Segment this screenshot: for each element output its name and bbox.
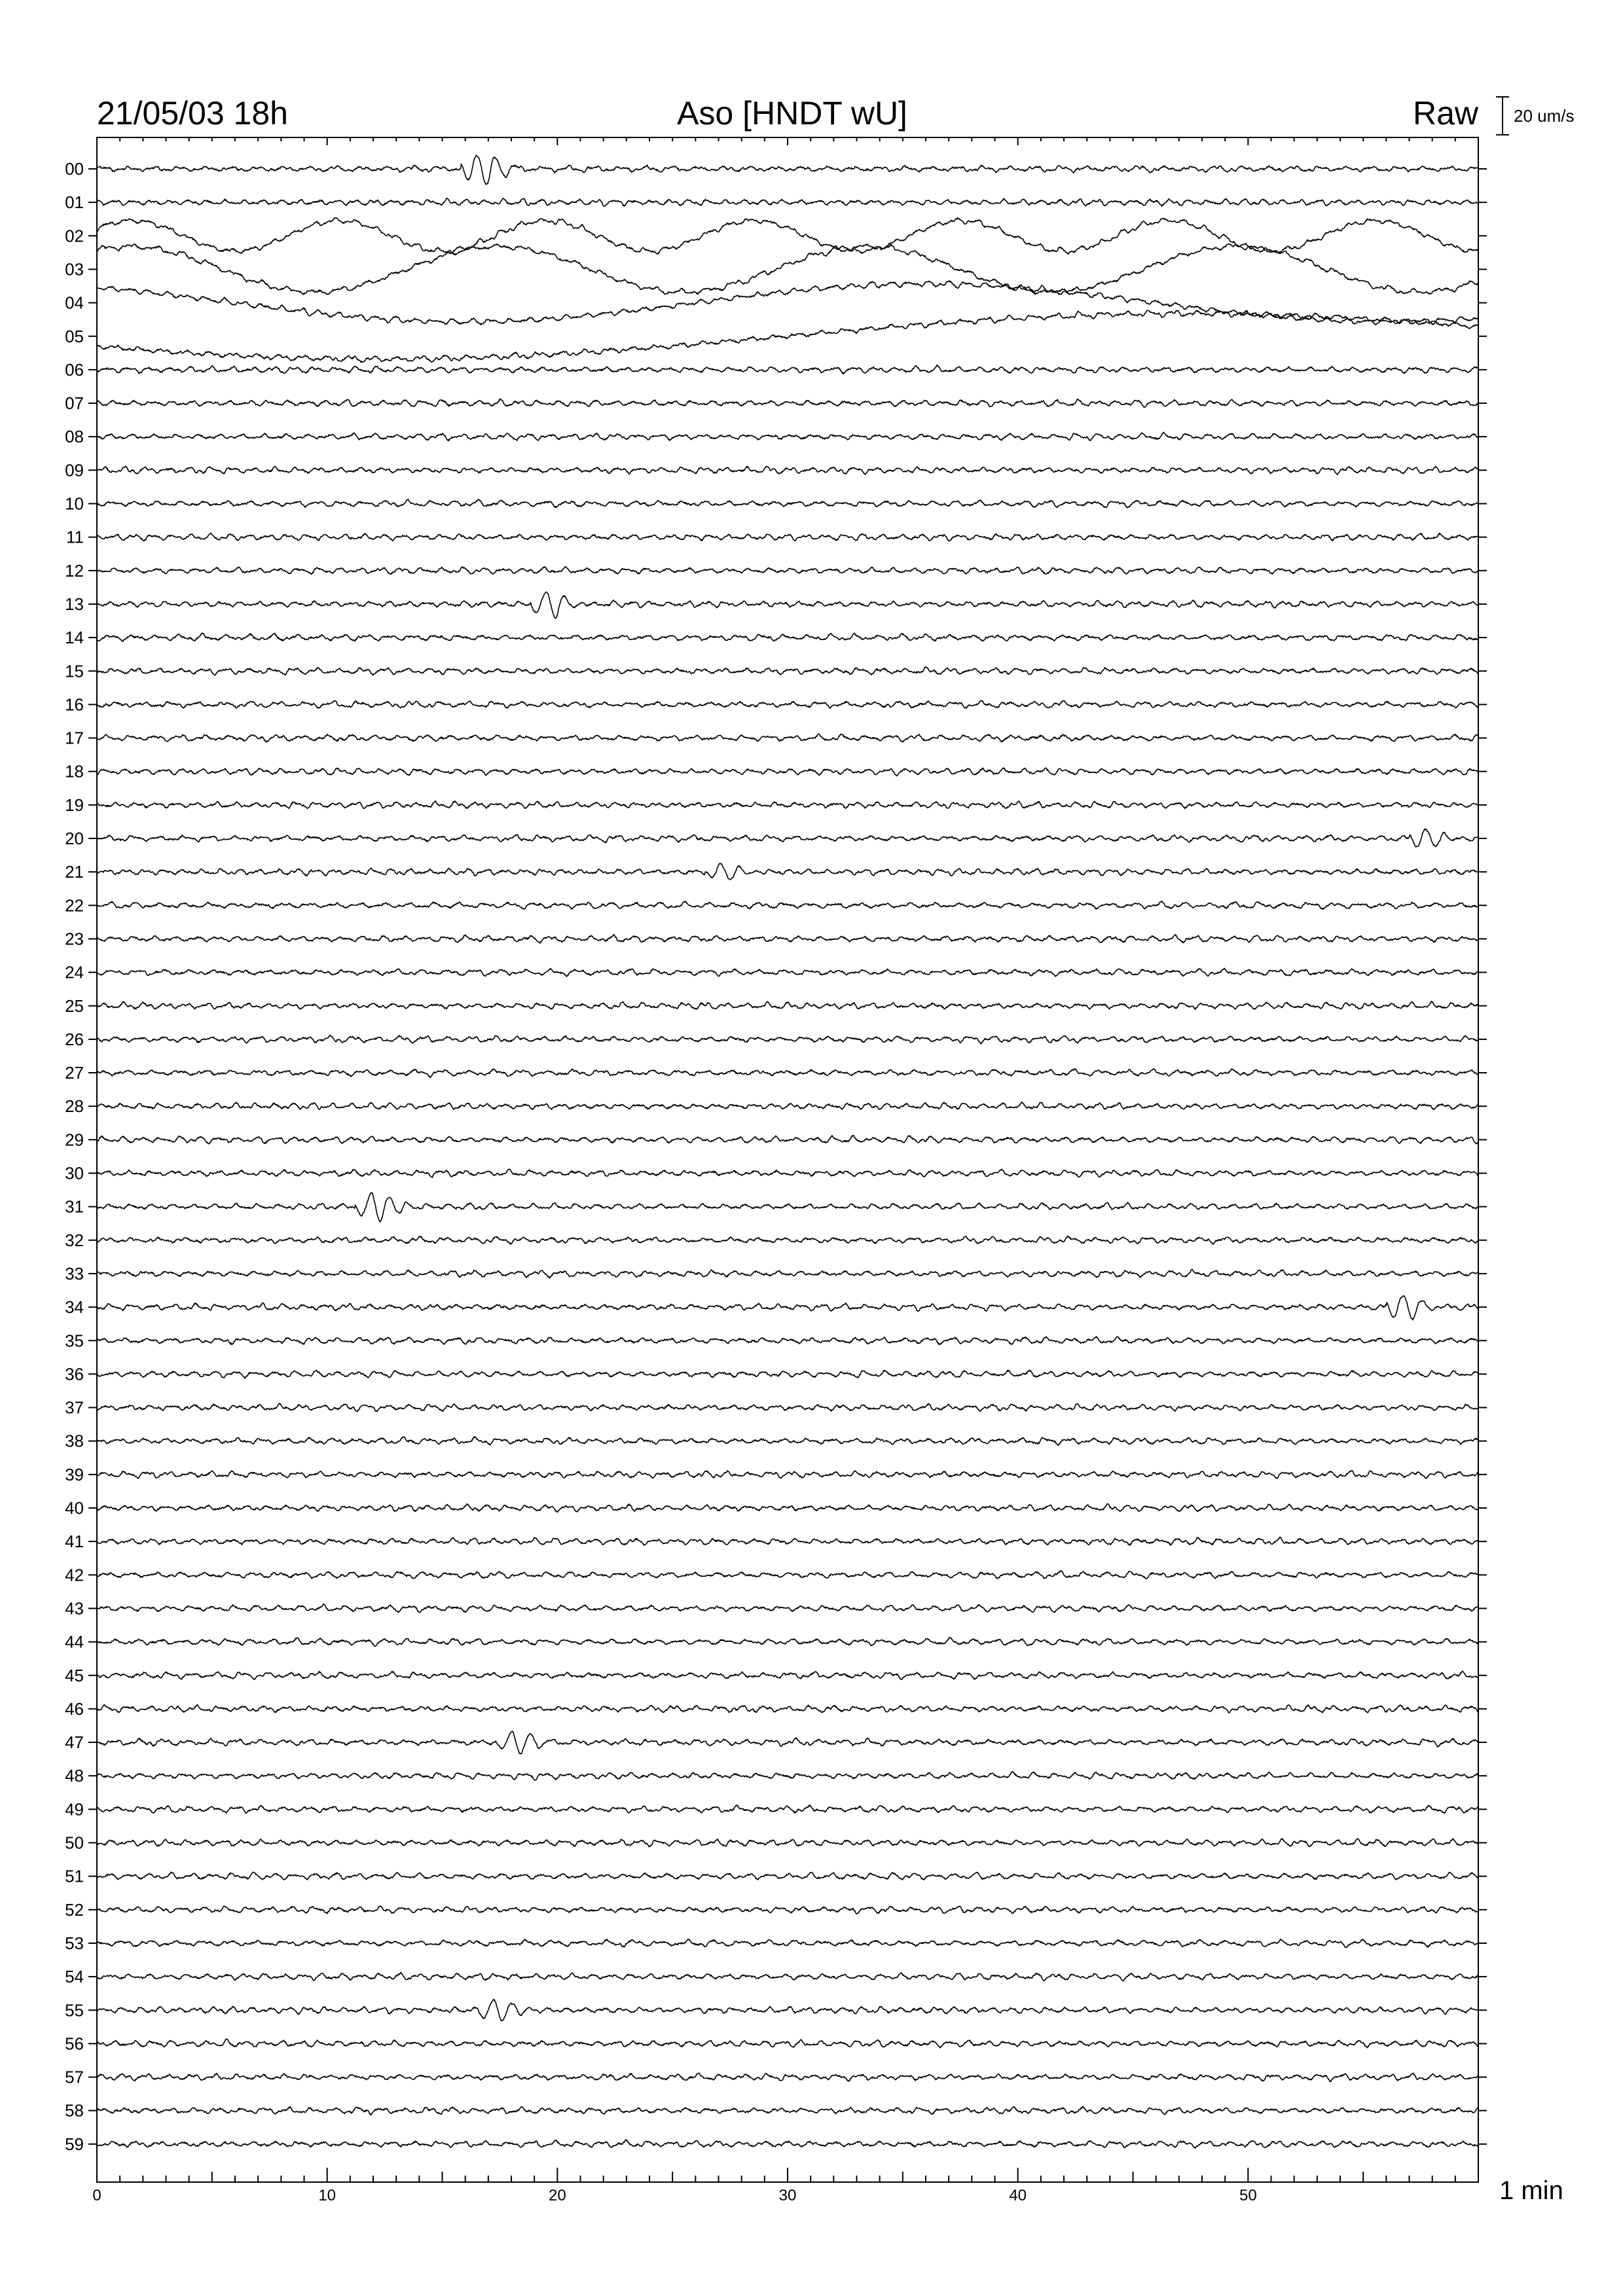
trace-row-43 bbox=[97, 1604, 1478, 1613]
row-label: 51 bbox=[65, 1866, 84, 1886]
row-label: 36 bbox=[65, 1364, 84, 1384]
row-label: 41 bbox=[65, 1532, 84, 1552]
mode-label: Raw bbox=[1412, 95, 1478, 132]
trace-row-04 bbox=[97, 281, 1478, 325]
row-label: 42 bbox=[65, 1565, 84, 1585]
row-label: 22 bbox=[65, 895, 84, 916]
trace-row-42 bbox=[97, 1571, 1478, 1579]
row-label: 07 bbox=[65, 393, 84, 414]
row-label: 14 bbox=[65, 628, 84, 648]
row-label: 04 bbox=[65, 293, 84, 313]
amplitude-scale-bar bbox=[1496, 97, 1575, 135]
trace-row-35 bbox=[97, 1336, 1478, 1345]
row-label: 12 bbox=[65, 560, 84, 581]
row-label: 45 bbox=[65, 1665, 84, 1685]
row-label: 27 bbox=[65, 1063, 84, 1083]
row-label: 53 bbox=[65, 1933, 84, 1953]
x-tick-label: 20 bbox=[548, 2187, 566, 2204]
trace-row-16 bbox=[97, 700, 1478, 708]
row-label: 55 bbox=[65, 2000, 84, 2020]
trace-row-09 bbox=[97, 466, 1478, 475]
row-label: 09 bbox=[65, 460, 84, 480]
trace-row-11 bbox=[97, 533, 1478, 541]
row-label: 00 bbox=[65, 159, 84, 179]
row-label: 30 bbox=[65, 1163, 84, 1183]
trace-row-22 bbox=[97, 901, 1478, 910]
trace-row-18 bbox=[97, 768, 1478, 776]
trace-row-50 bbox=[97, 1839, 1478, 1847]
row-label: 48 bbox=[65, 1766, 84, 1786]
row-label: 21 bbox=[65, 862, 84, 882]
row-label: 16 bbox=[65, 694, 84, 715]
trace-row-45 bbox=[97, 1671, 1478, 1679]
trace-row-51 bbox=[97, 1872, 1478, 1880]
row-label: 26 bbox=[65, 1029, 84, 1049]
traces bbox=[97, 155, 1478, 2148]
trace-row-48 bbox=[97, 1772, 1478, 1780]
trace-row-38 bbox=[97, 1437, 1478, 1445]
row-label: 44 bbox=[65, 1632, 84, 1652]
row-label: 46 bbox=[65, 1698, 84, 1719]
x-axis-labels bbox=[92, 2187, 1256, 2204]
row-label: 52 bbox=[65, 1899, 84, 1920]
row-label: 47 bbox=[65, 1732, 84, 1753]
row-label: 19 bbox=[65, 795, 84, 815]
row-label: 32 bbox=[65, 1230, 84, 1250]
trace-row-14 bbox=[97, 633, 1478, 641]
row-label: 28 bbox=[65, 1096, 84, 1117]
trace-row-34 bbox=[97, 1296, 1478, 1320]
trace-row-52 bbox=[97, 1906, 1478, 1914]
row-label: 57 bbox=[65, 2067, 84, 2087]
row-label: 11 bbox=[66, 527, 84, 547]
row-label: 05 bbox=[65, 326, 84, 346]
trace-row-57 bbox=[97, 2073, 1478, 2081]
row-label: 34 bbox=[65, 1297, 84, 1318]
trace-row-17 bbox=[97, 734, 1478, 742]
trace-row-29 bbox=[97, 1136, 1478, 1144]
trace-row-28 bbox=[97, 1102, 1478, 1110]
trace-row-31 bbox=[97, 1193, 1478, 1222]
row-label: 17 bbox=[65, 728, 84, 748]
row-label: 03 bbox=[65, 259, 84, 279]
row-label: 08 bbox=[65, 427, 84, 447]
trace-row-36 bbox=[97, 1370, 1478, 1378]
trace-row-33 bbox=[97, 1270, 1478, 1278]
trace-row-49 bbox=[97, 1805, 1478, 1814]
row-label: 01 bbox=[65, 192, 84, 213]
trace-row-23 bbox=[97, 935, 1478, 943]
x-tick-label: 30 bbox=[778, 2187, 797, 2204]
trace-row-13 bbox=[97, 592, 1478, 618]
row-label: 40 bbox=[65, 1498, 84, 1518]
x-tick-label: 50 bbox=[1239, 2187, 1257, 2204]
trace-row-32 bbox=[97, 1236, 1478, 1245]
row-label: 39 bbox=[65, 1464, 84, 1484]
row-label: 37 bbox=[65, 1397, 84, 1418]
row-label: 35 bbox=[65, 1331, 84, 1351]
trace-row-37 bbox=[97, 1403, 1478, 1412]
trace-row-46 bbox=[97, 1705, 1478, 1713]
row-label: 58 bbox=[65, 2100, 84, 2121]
row-label: 59 bbox=[65, 2134, 84, 2154]
trace-row-39 bbox=[97, 1471, 1478, 1479]
row-label: 02 bbox=[65, 226, 84, 246]
row-label: 56 bbox=[65, 2034, 84, 2054]
x-tick-label: 10 bbox=[318, 2187, 337, 2204]
scale-label: 20 um/s bbox=[1514, 106, 1575, 126]
trace-row-25 bbox=[97, 1001, 1478, 1009]
x-tick-label: 0 bbox=[92, 2187, 101, 2204]
row-label: 06 bbox=[65, 359, 84, 380]
row-label: 29 bbox=[65, 1130, 84, 1150]
trace-row-24 bbox=[97, 969, 1478, 977]
row-label: 49 bbox=[65, 1799, 84, 1820]
row-label: 13 bbox=[65, 594, 84, 614]
row-label: 10 bbox=[65, 493, 84, 514]
row-labels bbox=[65, 159, 84, 2154]
row-label: 38 bbox=[65, 1431, 84, 1451]
row-label: 54 bbox=[65, 1967, 84, 1987]
row-ticks bbox=[88, 169, 1487, 2144]
row-label: 23 bbox=[65, 929, 84, 949]
row-label: 20 bbox=[65, 829, 84, 848]
trace-row-01 bbox=[97, 198, 1478, 207]
x-tick-label: 40 bbox=[1009, 2187, 1027, 2204]
station-title: Aso [HNDT wU] bbox=[677, 95, 907, 132]
trace-row-59 bbox=[97, 2140, 1478, 2148]
trace-row-54 bbox=[97, 1973, 1478, 1981]
row-label: 33 bbox=[65, 1263, 84, 1283]
trace-row-08 bbox=[97, 432, 1478, 440]
trace-row-06 bbox=[97, 365, 1478, 374]
trace-row-40 bbox=[97, 1504, 1478, 1513]
x-axis-unit-label: 1 min bbox=[1499, 2176, 1563, 2205]
row-label: 15 bbox=[65, 661, 84, 681]
trace-row-30 bbox=[97, 1169, 1478, 1177]
trace-row-53 bbox=[97, 1939, 1478, 1948]
trace-row-58 bbox=[97, 2106, 1478, 2115]
trace-row-27 bbox=[97, 1069, 1478, 1078]
trace-row-05 bbox=[97, 310, 1478, 362]
trace-row-21 bbox=[97, 863, 1478, 880]
trace-row-10 bbox=[97, 499, 1478, 508]
trace-row-02 bbox=[97, 217, 1478, 254]
row-label: 25 bbox=[65, 996, 84, 1016]
trace-row-03 bbox=[97, 243, 1478, 295]
trace-row-07 bbox=[97, 399, 1478, 407]
row-label: 24 bbox=[65, 962, 84, 982]
trace-row-56 bbox=[97, 2039, 1478, 2048]
datetime-label: 21/05/03 18h bbox=[97, 95, 288, 132]
trace-row-55 bbox=[97, 2000, 1478, 2021]
trace-row-15 bbox=[97, 667, 1478, 675]
trace-row-20 bbox=[97, 829, 1478, 847]
trace-row-26 bbox=[97, 1035, 1478, 1044]
row-label: 50 bbox=[65, 1833, 84, 1853]
row-label: 43 bbox=[65, 1598, 84, 1619]
trace-row-19 bbox=[97, 801, 1478, 809]
trace-row-41 bbox=[97, 1537, 1478, 1546]
trace-row-47 bbox=[97, 1731, 1478, 1754]
row-label: 31 bbox=[65, 1196, 84, 1217]
row-label: 18 bbox=[65, 761, 84, 781]
trace-row-12 bbox=[97, 567, 1478, 575]
trace-row-00 bbox=[97, 155, 1478, 185]
trace-row-44 bbox=[97, 1638, 1478, 1646]
